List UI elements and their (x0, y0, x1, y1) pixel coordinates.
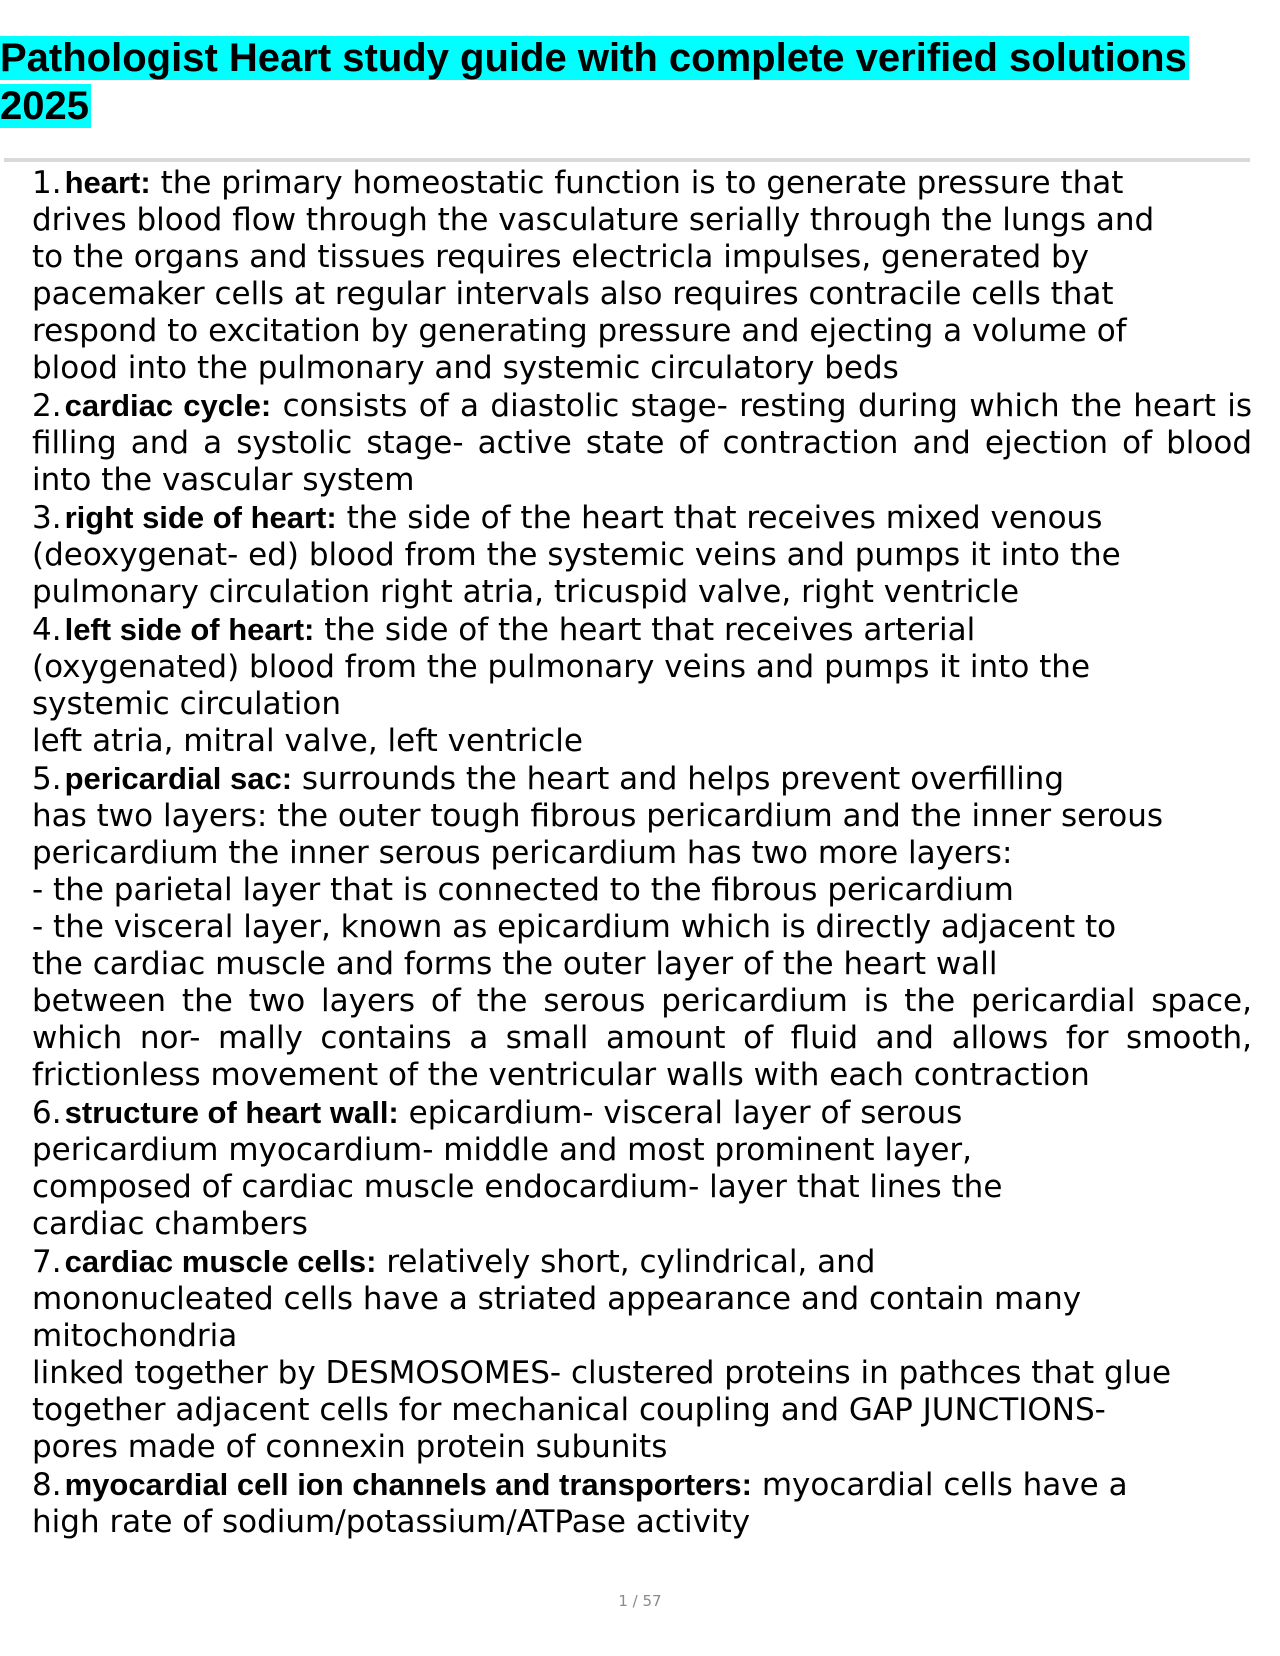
entry-5-continuation: between the two layers of the serous pericardium is the pericardial space, which nor- mally contains a small amount of fluid and allows for smooth, frictionless movement of the ventricular walls with each contraction (32, 983, 1252, 1093)
entry-line: together adjacent cells for mechanical coupling and GAP JUNCTIONS- (32, 1392, 1106, 1428)
entry-line: mononucleated cells have a striated appearance and contain many (32, 1281, 1082, 1317)
entry-6 (32, 1094, 1252, 1243)
entry-line: the side of the heart that receives arterial (324, 612, 976, 648)
entry-line: relatively short, cylindrical, and (386, 1244, 876, 1280)
entry-2 (32, 387, 1252, 499)
entry-term: myocardial cell ion channels and transporters: (64, 1467, 752, 1502)
entry-4 (32, 611, 1252, 760)
entry-number: 3. (32, 500, 62, 536)
entry-line: myocardial cells have a (761, 1467, 1128, 1503)
entry-number: 6. (32, 1095, 62, 1131)
entry-line: cardiac chambers (32, 1206, 308, 1242)
entry-term: heart: (64, 165, 151, 200)
entry-term: right side of heart: (64, 500, 337, 535)
entry-term: left side of heart: (64, 612, 315, 647)
entry-line: respond to excitation by generating pressure and ejecting a volume of (32, 313, 1127, 349)
entry-line: systemic circulation (32, 686, 341, 722)
entry-line: left atria, mitral valve, left ventricle (32, 723, 583, 759)
entry-7 (32, 1243, 1252, 1466)
study-guide-content (32, 164, 1252, 1541)
title-line-1: Pathologist Heart study guide with complete verified solutions (0, 36, 1187, 80)
entry-line: pacemaker cells at regular intervals also requires contracile cells that (32, 276, 1114, 312)
document-title (0, 34, 1240, 130)
entry-number: 1. (32, 165, 62, 201)
entry-line: mitochondria (32, 1318, 238, 1354)
entry-line: epicardium- visceral layer of serous (408, 1095, 963, 1131)
entry-term: cardiac cycle: (64, 388, 272, 423)
entry-number: 8. (32, 1467, 62, 1503)
entry-line: surrounds the heart and helps prevent overfilling (301, 761, 1065, 797)
entry-number: 7. (32, 1244, 62, 1280)
entry-line: pores made of connexin protein subunits (32, 1429, 668, 1465)
title-highlight (0, 36, 1189, 128)
entry-line: linked together by DESMOSOMES- clustered proteins in pathces that glue (32, 1355, 1172, 1391)
entry-number: 4. (32, 612, 62, 648)
entry-term: cardiac muscle cells: (64, 1244, 377, 1279)
entry-term: pericardial sac: (64, 761, 293, 796)
entry-line: drives blood flow through the vasculature serially through the lungs and (32, 202, 1155, 238)
entry-line: (oxygenated) blood from the pulmonary veins and pumps it into the (32, 649, 1091, 685)
entry-line: the side of the heart that receives mixed venous (346, 500, 1103, 536)
horizontal-divider (4, 158, 1250, 162)
entry-line: - the parietal layer that is connected to the fibrous pericardium (32, 872, 1014, 908)
entry-line: (deoxygenat- ed) blood from the systemic veins and pumps it into the (32, 537, 1121, 573)
title-line-2: 2025 (0, 84, 89, 128)
page-indicator: 1 / 57 (618, 1592, 662, 1610)
entry-text: consists of a diastolic stage- resting during which the heart is filling and a systolic stage- active state of contraction and ejection of blood into the vascular system (32, 388, 1253, 498)
entry-line: the cardiac muscle and forms the outer layer of the heart wall (32, 946, 998, 982)
entry-line: composed of cardiac muscle endocardium- layer that lines the (32, 1169, 1003, 1205)
entry-line: blood into the pulmonary and systemic circulatory beds (32, 350, 899, 386)
entry-line: has two layers: the outer tough fibrous pericardium and the inner serous (32, 798, 1164, 834)
entry-3 (32, 499, 1252, 611)
entry-line: pericardium the inner serous pericardium has two more layers: (32, 835, 1013, 871)
entry-number: 2. (32, 388, 62, 424)
entry-line: - the visceral layer, known as epicardium which is directly adjacent to (32, 909, 1117, 945)
entry-line: pulmonary circulation right atria, tricuspid valve, right ventricle (32, 574, 1020, 610)
entry-line: high rate of sodium/potassium/ATPase activity (32, 1504, 751, 1540)
entry-number: 5. (32, 761, 62, 797)
entry-term: structure of heart wall: (64, 1095, 399, 1130)
entry-line: the primary homeostatic function is to generate pressure that (160, 165, 1124, 201)
entry-line: to the organs and tissues requires electricla impulses, generated by (32, 239, 1090, 275)
entry-8 (32, 1466, 1252, 1541)
entry-line: pericardium myocardium- middle and most prominent layer, (32, 1132, 972, 1168)
entry-5 (32, 760, 1252, 983)
entry-1 (32, 164, 1252, 387)
